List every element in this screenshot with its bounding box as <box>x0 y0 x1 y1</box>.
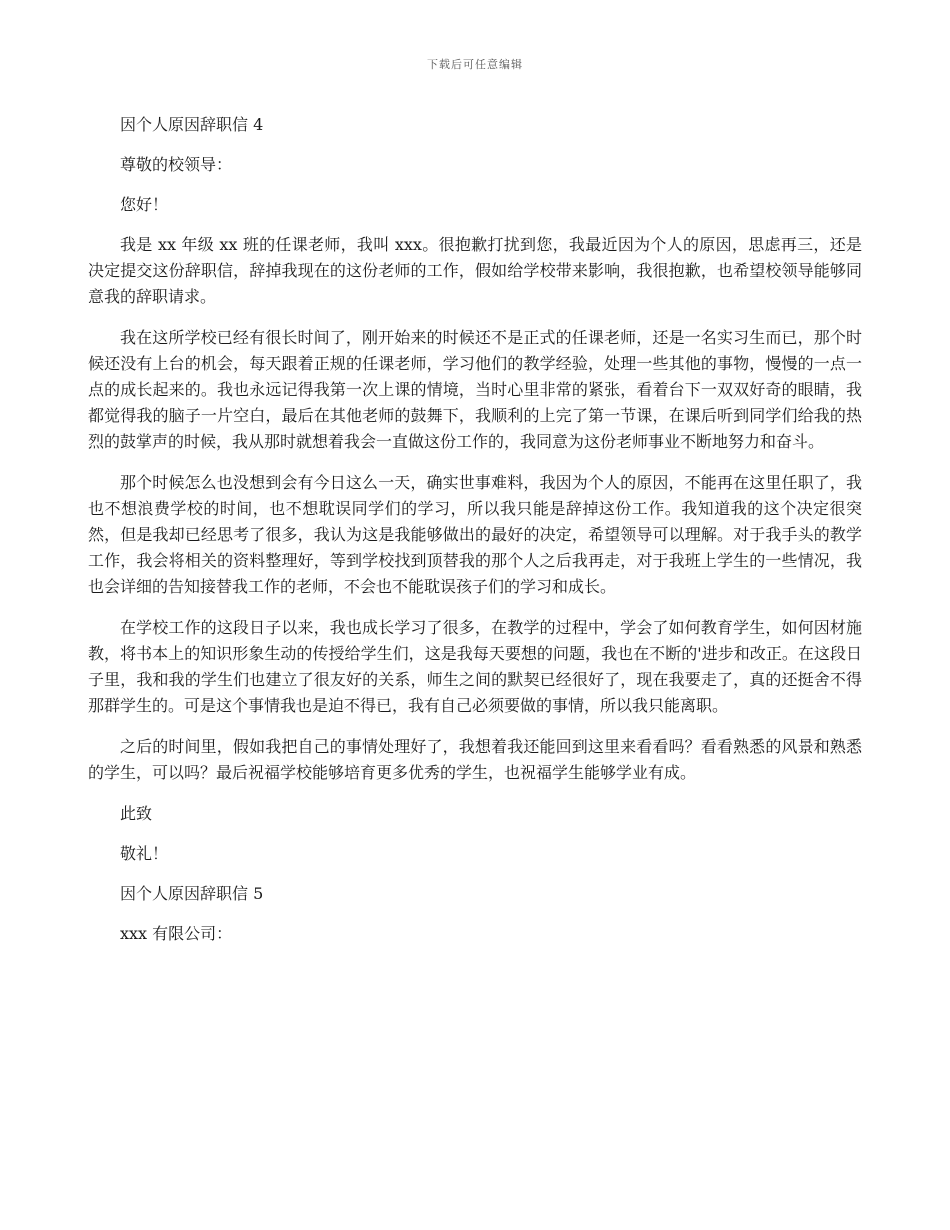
body-paragraph: 我在这所学校已经有很长时间了，刚开始来的时候还不是正式的任课老师，还是一名实习生而已，那个时候还没有上台的机会，每天跟着正规的任课老师，学习他们的教学经验，处理一些其他的事物，慢慢的一点一点的成长起来的。我也永远记得我第一次上课的情境，当时心里非常的紧张，看着台下一双双好奇的眼睛，我都觉得我的脑子一片空白，最后在其他老师的鼓舞下，我顺利的上完了第一节课，在课后听到同学们给我的热烈的鼓掌声的时候，我从那时就想着我会一直做这份工作的，我同意为这份老师事业不断地努力和奋斗。 <box>88 328 862 451</box>
body-paragraph: 在学校工作的这段日子以来，我也成长学习了很多，在教学的过程中，学会了如何教育学生，如何因材施教，将书本上的知识形象生动的传授给学生们，这是我每天要想的问题，我也在不断的'进步和改正。在这段日子里，我和我的学生们也建立了很友好的关系，师生之间的默契已经很好了，现在我要走了，真的还挺舍不得那群学生的。可是这个事情我也是迫不得已，我有自己必须要做的事情，所以我只能离职。 <box>88 618 862 715</box>
next-letter-title: 因个人原因辞职信 5 <box>120 884 264 903</box>
body-paragraph: 那个时候怎么也没想到会有今日这么一天，确实世事难料，我因为个人的原因，不能再在这里任职了，我也不想浪费学校的时间，也不想耽误同学们的学习，所以我只能是辞掉这份工作。我知道我的这个决定很突然，但是我却已经思考了很多，我认为这是我能够做出的最好的决定，希望领导可以理解。对于我手头的教学工作，我会将相关的资料整理好，等到学校找到顶替我的那个人之后我再走，对于我班上学生的一些情况，我也会详细的告知接替我工作的老师，不会也不能耽误孩子们的学习和成长。 <box>88 473 862 596</box>
salutation: 尊敬的校领导： <box>120 155 233 174</box>
letter-title: 因个人原因辞职信 4 <box>120 115 264 134</box>
next-salutation: xxx 有限公司： <box>120 924 233 943</box>
document-body <box>88 112 862 961</box>
body-paragraph: 我是 xx 年级 xx 班的任课老师，我叫 xxx。很抱歉打扰到您，我最近因为个人的原因，思虑再三，还是决定提交这份辞职信，辞掉我现在的这份老师的工作，假如给学校带来影响，我很抱歉，也希望校领导能够同意我的辞职请求。 <box>88 235 862 306</box>
greeting: 您好！ <box>120 195 169 214</box>
page-header: 下载后可任意编辑 <box>427 58 523 71</box>
closing-regards: 敬礼！ <box>120 844 169 863</box>
body-paragraph: 之后的时间里，假如我把自己的事情处理好了，我想着我还能回到这里来看看吗？看看熟悉的风景和熟悉的学生，可以吗？最后祝福学校能够培育更多优秀的学生，也祝福学生能够学业有成。 <box>88 737 862 782</box>
closing-line: 此致 <box>120 804 153 823</box>
